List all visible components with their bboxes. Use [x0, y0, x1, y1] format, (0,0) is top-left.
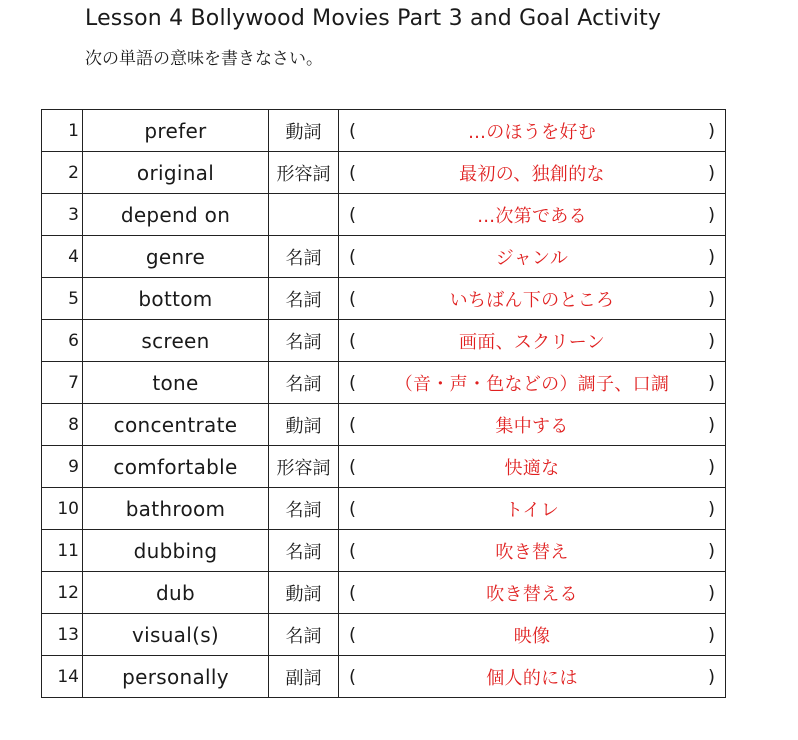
- japanese-meaning: …のほうを好む: [467, 121, 597, 143]
- part-of-speech: 名詞: [269, 320, 339, 362]
- open-paren: (: [349, 120, 357, 141]
- table-row: [42, 530, 726, 572]
- japanese-meaning: 映像: [513, 625, 551, 647]
- table-row: [42, 236, 726, 278]
- open-paren: (: [349, 246, 357, 267]
- meaning-cell: [339, 152, 726, 194]
- meaning-cell: [339, 278, 726, 320]
- row-number: 12: [42, 572, 83, 614]
- table-row: [42, 656, 726, 698]
- japanese-meaning: 吹き替える: [486, 583, 578, 605]
- close-paren: ): [707, 540, 715, 561]
- english-word: visual(s): [83, 614, 269, 656]
- meaning-cell: [339, 488, 726, 530]
- english-word: bathroom: [83, 488, 269, 530]
- close-paren: ): [707, 330, 715, 351]
- row-number: 13: [42, 614, 83, 656]
- part-of-speech: 動詞: [269, 404, 339, 446]
- english-word: personally: [83, 656, 269, 698]
- row-number: 9: [42, 446, 83, 488]
- open-paren: (: [349, 330, 357, 351]
- table-row: [42, 446, 726, 488]
- open-paren: (: [349, 204, 357, 225]
- row-number: 6: [42, 320, 83, 362]
- open-paren: (: [349, 582, 357, 603]
- part-of-speech: 形容詞: [269, 152, 339, 194]
- table-row: [42, 404, 726, 446]
- japanese-meaning: 最初の、独創的な: [459, 163, 605, 185]
- row-number: 5: [42, 278, 83, 320]
- table-row: [42, 572, 726, 614]
- english-word: genre: [83, 236, 269, 278]
- open-paren: (: [349, 666, 357, 687]
- row-number: 2: [42, 152, 83, 194]
- meaning-cell: [339, 530, 726, 572]
- english-word: tone: [83, 362, 269, 404]
- japanese-meaning: 吹き替え: [495, 541, 569, 563]
- table-row: [42, 152, 726, 194]
- close-paren: ): [707, 120, 715, 141]
- row-number: 10: [42, 488, 83, 530]
- row-number: 1: [42, 110, 83, 152]
- close-paren: ): [707, 666, 715, 687]
- row-number: 11: [42, 530, 83, 572]
- row-number: 7: [42, 362, 83, 404]
- row-number: 8: [42, 404, 83, 446]
- close-paren: ): [707, 288, 715, 309]
- part-of-speech: 動詞: [269, 110, 339, 152]
- meaning-cell: [339, 404, 726, 446]
- meaning-cell: [339, 236, 726, 278]
- row-number: 4: [42, 236, 83, 278]
- table-row: [42, 278, 726, 320]
- part-of-speech: 名詞: [269, 488, 339, 530]
- open-paren: (: [349, 162, 357, 183]
- meaning-cell: [339, 446, 726, 488]
- close-paren: ): [707, 162, 715, 183]
- english-word: concentrate: [83, 404, 269, 446]
- vocabulary-table-body: [42, 110, 726, 698]
- worksheet-title: Lesson 4 Bollywood Movies Part 3 and Goal Activity: [85, 6, 662, 31]
- meaning-cell: [339, 194, 726, 236]
- close-paren: ): [707, 372, 715, 393]
- table-row: [42, 614, 726, 656]
- part-of-speech: 動詞: [269, 572, 339, 614]
- japanese-meaning: 個人的には: [486, 667, 578, 689]
- japanese-meaning: 集中する: [495, 415, 569, 437]
- english-word: bottom: [83, 278, 269, 320]
- meaning-cell: [339, 362, 726, 404]
- close-paren: ): [707, 414, 715, 435]
- english-word: comfortable: [83, 446, 269, 488]
- japanese-meaning: いちばん下のところ: [449, 289, 615, 311]
- english-word: dubbing: [83, 530, 269, 572]
- close-paren: ): [707, 456, 715, 477]
- meaning-cell: [339, 110, 726, 152]
- meaning-cell: [339, 320, 726, 362]
- part-of-speech: 名詞: [269, 278, 339, 320]
- english-word: original: [83, 152, 269, 194]
- part-of-speech: 副詞: [269, 656, 339, 698]
- meaning-cell: [339, 614, 726, 656]
- meaning-cell: [339, 656, 726, 698]
- japanese-meaning: …次第である: [477, 205, 587, 227]
- japanese-meaning: ジャンル: [495, 247, 569, 269]
- close-paren: ): [707, 204, 715, 225]
- open-paren: (: [349, 414, 357, 435]
- row-number: 3: [42, 194, 83, 236]
- open-paren: (: [349, 624, 357, 645]
- open-paren: (: [349, 540, 357, 561]
- table-row: [42, 194, 726, 236]
- part-of-speech: 形容詞: [269, 446, 339, 488]
- close-paren: ): [707, 582, 715, 603]
- part-of-speech: 名詞: [269, 530, 339, 572]
- open-paren: (: [349, 498, 357, 519]
- meaning-cell: [339, 572, 726, 614]
- vocabulary-table: [41, 109, 726, 698]
- table-row: [42, 110, 726, 152]
- english-word: dub: [83, 572, 269, 614]
- english-word: depend on: [83, 194, 269, 236]
- japanese-meaning: トイレ: [505, 499, 559, 521]
- japanese-meaning: （音・声・色などの）調子、口調: [394, 373, 670, 395]
- japanese-meaning: 画面、スクリーン: [458, 331, 606, 353]
- close-paren: ): [707, 624, 715, 645]
- table-row: [42, 320, 726, 362]
- english-word: screen: [83, 320, 269, 362]
- part-of-speech: 名詞: [269, 614, 339, 656]
- row-number: 14: [42, 656, 83, 698]
- table-row: [42, 362, 726, 404]
- close-paren: ): [707, 246, 715, 267]
- open-paren: (: [349, 456, 357, 477]
- part-of-speech: 名詞: [269, 236, 339, 278]
- open-paren: (: [349, 372, 357, 393]
- table-row: [42, 488, 726, 530]
- part-of-speech: 名詞: [269, 362, 339, 404]
- close-paren: ): [707, 498, 715, 519]
- part-of-speech: [269, 194, 339, 236]
- english-word: prefer: [83, 110, 269, 152]
- worksheet-instruction: 次の単語の意味を書きなさい。: [85, 49, 323, 69]
- japanese-meaning: 快適な: [504, 457, 560, 479]
- open-paren: (: [349, 288, 357, 309]
